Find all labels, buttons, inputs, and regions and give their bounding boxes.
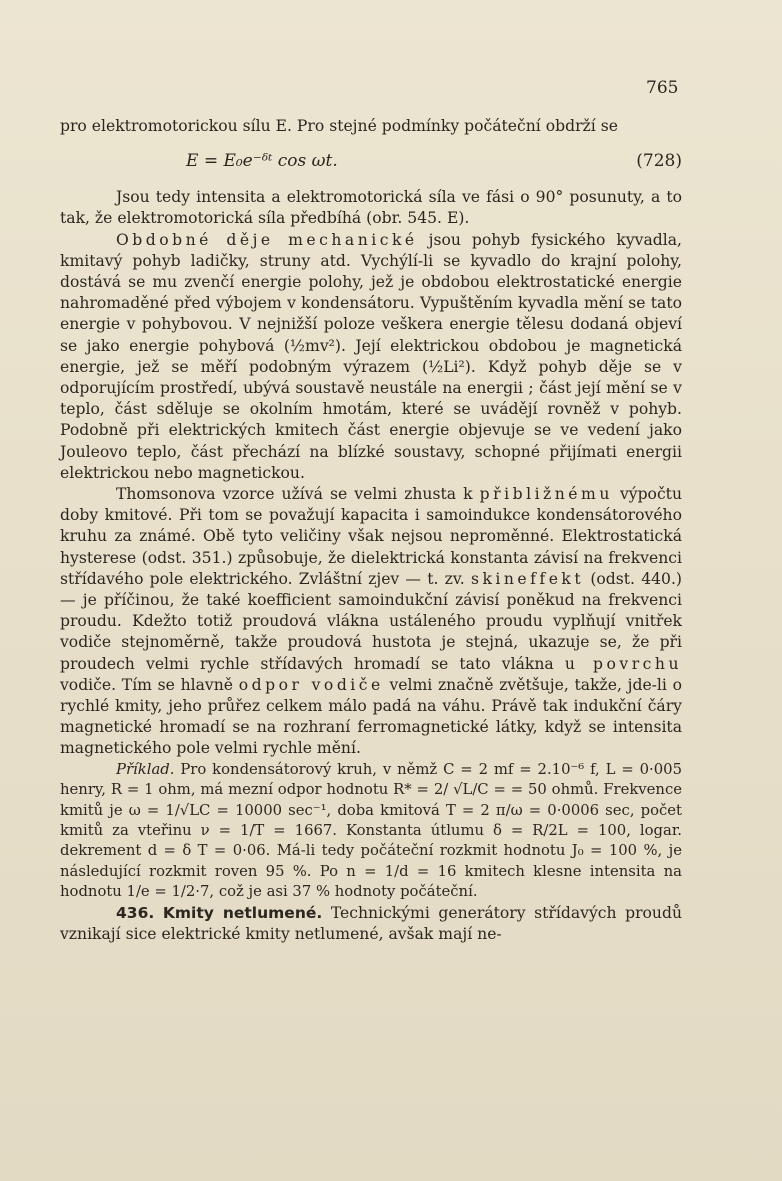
example-label: Příklad. [116,760,175,778]
section-text: Technickými generátory střídavých proudů vznikají sice elektrické kmity netlumené, avšak mají ne- [60,903,683,943]
equation-728 [60,151,682,175]
section-title: Kmity netlumené. [162,903,323,922]
example-text: Pro kondensátorový kruh, v němž C = 2 mf = 2.10⁻⁶ f, L = 0·005 henry, R = 1 ohm, má mezní odpor hodnotu R* = 2/ √L/C = = 50 ohmů. Frekvence kmitů je ω = 1/√LC = 10000 sec⁻¹, doba kmitová T = 2 π/ω = 0·0006 sec, počet kmitů za vteřinu ν = 1/T = 1667. Konstanta útlumu δ = R/2L = 100, logar. dekrement d = δ T = 0·06. Má-li tedy počáteční rozkmit hodnotu J₀ = 100 %, je následující rozkmit roven 95 %. Po n = 1/d = 16 kmitech klesne intensita na hodnotu 1/e = 1/2·7, což je asi 37 % hodnoty počáteční. [60,760,682,901]
text-run: vodiče. Tím se hlavně [60,675,239,694]
page-number: 765 [646,78,679,98]
text-run: (odst. 440.) — je příčinou, že také koefficient samoindukční závisí poněkud na frekvenci proudu. Kdežto totiž proudová vlákna ustáleného proudu vyplňují vnitřek vodiče stejnoměrně, takže proudová hustota je stejná, ukazuje se, že při proudech velmi rychle střídavých hromadí se tato vlákna [60,569,682,673]
paragraph-text: jsou pohyb fysického kyvadla, kmitavý pohyb ladičky, struny atd. Vychýlí-li se kyvadlo do krajní polohy, dostává se mu zvenčí energie polohy, jež je obdobou elektrostatické energie nahromaděné před výbojem v kondensátoru. Vypuštěním kyvadla mění se tato energie v pohybovou. V nejnižší poloze veškera energie tělesu dodaná objeví se jako energie pohybová (½mv²). Její elektrickou obdobou je magnetická energie, jež se měří podobným výrazem (½Li²). Když pohyb děje se v odporujícím prostředí, ubývá soustavě neustále na energii ; část její mění se v teplo, část sděluje se okolním hmotám, které se uvádějí rovněž v pohyb. Podobně při elektrických kmitech část energie objevuje se ve vedení jako Jouleovo teplo, část přechází na blízké soustavy, schopné přijímati energii elektrickou nebo magnetickou. [60,230,682,482]
section-436 [60,903,682,945]
text-run: velmi značně zvětšuje, takže, jde-li o rychlé kmity, jeho průřez celkem málo padá na váhu. Právě tak indukční čáry magnetické hromadí se na rozhraní ferromagnetické látky, když se intensita magnetického pole velmi rychle mění. [60,675,683,758]
body-text [60,116,682,945]
paragraph-intro: pro elektromotorickou sílu E. Pro stejné podmínky počáteční obdrží se [60,117,618,135]
example-paragraph [60,760,682,903]
spaced-phrase: u povrchu [564,654,682,673]
spaced-phrase: přibližnému [479,485,613,504]
spaced-phrase: skineffekt [470,569,585,588]
paragraph-thomson [60,484,682,760]
spaced-phrase: Obdobné děje mechanické [116,230,418,249]
paragraph-phase: Jsou tedy intensita a elektromotorická síla ve fási o 90° posunuty, a to tak, že elektromotorická síla předbíhá (obr. 545. E). [60,188,682,228]
damped-oscillation-formula: E = E₀e⁻ᵟᵗ cos ωt. [186,151,338,172]
text-run: výpočtu doby kmitové. Při tom se považují kapacita i samoindukce kondensátorového kruhu za známé. Obě tyto veličiny však nejsou neproměnné. Elektrostatická hysterese (odst. 351.) způsobuje, že dielektrická konstanta závisí na frekvenci střídavého pole elektrického. Zvláštní zjev — t. zv. [60,485,682,588]
text-run: Thomsonova vzorce užívá se velmi zhusta k [116,485,480,504]
section-number: 436. [116,903,155,922]
equation-number: (728) [636,151,682,172]
spaced-phrase: odpor vodiče [238,675,384,694]
paragraph-mechanical-analogy [60,230,682,484]
